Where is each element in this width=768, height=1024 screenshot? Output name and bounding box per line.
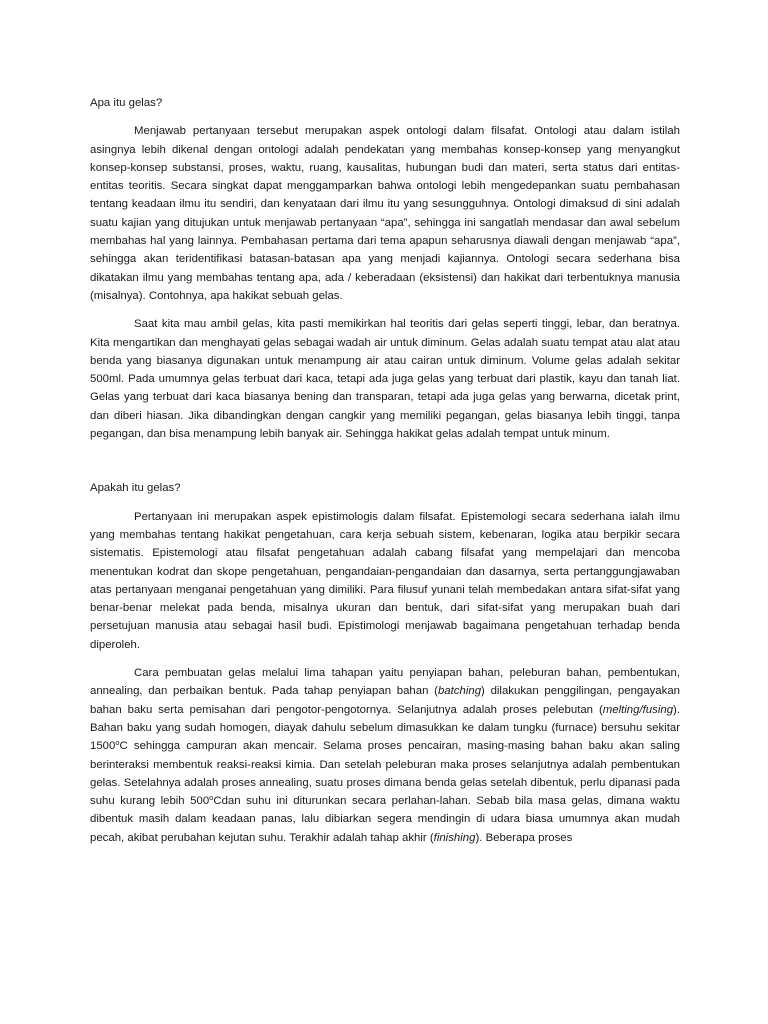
paragraph-ontologi xyxy=(90,122,680,305)
paragraph-pembuatan-gelas xyxy=(90,664,680,847)
degree-superscript: o xyxy=(209,793,214,803)
text-segment: C sehingga campuran akan mencair. Selama proses pencairan, masing-masing bahan baku akan saling berinteraksi membentuk reaksi-reaksi kimia. Dan setelah peleburan maka proses selanjutnya adalah pembentukan gelas. Setelahnya adalah proses annealing, suatu proses dimana benda gelas setelah dibentuk, perlu dipanasi pada suhu kurang lebih 500 xyxy=(90,740,680,808)
italic-term: melting/fusing xyxy=(602,703,674,716)
section-heading-apakah: Apakah itu gelas? xyxy=(90,482,181,495)
section-heading-apa: Apa itu gelas? xyxy=(90,97,163,109)
text-segment: Saat kita mau ambil gelas, kita pasti memikirkan hal teoritis dari gelas seperti tinggi, lebar, dan beratnya. Kita mengartikan dan menghayati gelas sebagai wadah air untuk diminum. Gelas adalah suatu tempat atau alat atau benda yang biasanya digunakan untuk menampung air atau cairan untuk diminum. Volume gelas adalah sekitar 500ml. Pada umumnya gelas terbuat dari kaca, tetapi ada juga gelas yang terbuat dari plastik, kayu dan tanah liat. Gelas yang terbuat dari kaca biasanya bening dan transparan, tetapi ada juga gelas yang berwarna, dicetak print, dan diberi hiasan. Jika dibandingkan dengan cangkir yang memiliki pegangan, gelas biasanya lebih tinggi, tanpa pegangan, dan bisa menampung lebih banyak air. Sehingga hakikat gelas adalah tempat untuk minum. xyxy=(90,318,680,441)
text-segment: Cara pembuatan gelas melalui lima tahapan yaitu penyiapan bahan, peleburan bahan, pembentukan, annealing, dan perbaikan bentuk. Pada tahap penyiapan bahan ( xyxy=(90,667,680,698)
document-page xyxy=(90,94,680,847)
text-segment: ) dilakukan penggilingan, pengayakan bahan baku serta pemisahan dari pengotor-pengotornya. Selanjutnya adalah proses pelebutan ( xyxy=(90,685,680,716)
degree-superscript: o xyxy=(115,738,120,748)
text-segment: ). Beberapa proses xyxy=(475,831,573,844)
text-segment: Pertanyaan ini merupakan aspek epistimologis dalam filsafat. Epistemologi secara sederhana ialah ilmu yang membahas tentang hakikat pengetahuan, cara kerja sebuah sistem, kebenaran, logika atau berpikir secara sistematis. Epistemologi atau filsafat pengetahuan adalah cabang filsafat yang mempelajari dan mencoba menentukan kodrat dan skope pengetahuan, pengandaian-pengandaian dan dasarnya, serta pertanggungjawaban atas pertanyaan menganai pengetahuan yang dimiliki. Para filusuf yunani telah membedakan antara sifat-sifat yang benar-benar melekat pada benda, misalnya ukuran dan bentuk, dari sifat-sifat yang merupakan buah dari persetujuan manusia atau sebagai hasil budi. Epistimologi menjawab bagaimana pengetahuan terhadap benda diperoleh. xyxy=(90,510,680,651)
paragraph-hakikat-gelas xyxy=(90,315,680,443)
italic-term: batching xyxy=(437,685,482,698)
text-segment: Cdan suhu ini diturunkan secara perlahan-lahan. Sebab bila masa gelas, dimana waktu dibentuk masih dalam keadaan panas, lalu dibiarkan segera mendingin di udara biasa umumnya akan mudah pecah, akibat perubahan kejutan suhu. Terakhir adalah tahap akhir ( xyxy=(90,795,680,844)
paragraph-epistemologi xyxy=(90,508,680,654)
italic-term: finishing xyxy=(433,831,476,844)
text-segment: ). Bahan baku yang sudah homogen, diayak dahulu sebelum dimasukkan ke dalam tungku (furnace) bersuhu sekitar 1500 xyxy=(90,703,680,753)
text-segment: Menjawab pertanyaan tersebut merupakan aspek ontologi dalam filsafat. Ontologi atau dalam istilah asingnya lebih dikenal dengan ontologi adalah pendekatan yang membahas konsep-konsep yang menyangkut konsep-konsep substansi, proses, waktu, ruang, kausalitas, hubungan budi dan materi, serta status dari entitas-entitas teoritis. Secara singkat dapat menggamparkan bahwa ontologi lebih mengedepankan suatu pembahasan tentang keadaan ilmu itu sendiri, dan kenyataan dari ilmu itu yang sesungguhnya. Ontologi dimaksud di sini adalah suatu kajian yang ditujukan untuk menjawab pertanyaan “apa”, sehingga ini sangatlah mendasar dan awal sebelum membahas hal yang lainnya. Pembahasan pertama dari tema apapun seharusnya diawali dengan menjawab “apa”, sehingga akan teridentifikasi batasan-batasan apa yang menjadi kajiannya. Ontologi secara sederhana bisa dikatakan ilmu yang membahas tentang apa, ada / keberadaan (eksistensi) dan hakikat dari terbentuknya manusia (misalnya). Contohnya, apa hakikat sebuah gelas. xyxy=(90,125,680,302)
